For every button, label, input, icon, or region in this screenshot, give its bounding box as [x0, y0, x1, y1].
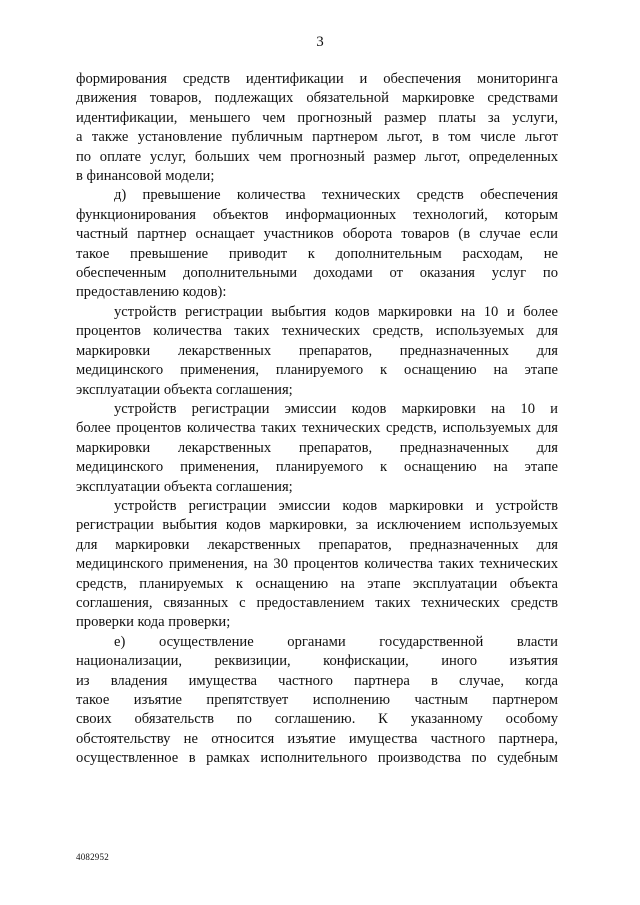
text-line: по оплате услуг, больших чем прогнозный размер льгот, определенных: [76, 148, 558, 165]
text-line: эксплуатации объекта соглашения;: [76, 478, 293, 495]
text-line: формирования средств идентификации и обеспечения мониторинга: [76, 71, 558, 87]
text-line: устройств регистрации выбытия кодов маркировки на 10 и более: [114, 303, 558, 320]
text-line: проверки кода проверки;: [76, 614, 231, 631]
text-line: соглашения, связанных с предоставлением таких технических средств: [76, 594, 558, 611]
text-line: идентификации, меньшего чем прогнозный размер платы за услуги,: [76, 109, 558, 126]
text-line: предоставлению кодов):: [76, 284, 227, 301]
text-line: движения товаров, подлежащих обязательной маркировке средствами: [76, 90, 558, 107]
text-line: осуществленное в рамках исполнительного производства по судебным: [76, 750, 558, 767]
text-line: маркировки лекарственных препаратов, предназначенных для: [76, 342, 558, 359]
text-line: регистрации выбытия кодов маркировки, за исключением используемых: [76, 517, 558, 534]
text-line: д) превышение количества технических средств обеспечения: [114, 187, 558, 204]
text-line: такое изъятие препятствует исполнению частным партнером: [76, 692, 558, 708]
text-line: из владения имущества частного партнера в случае, когда: [76, 672, 558, 689]
text-line: такое превышение приводит к дополнительным расходам, не: [76, 245, 558, 262]
text-line: медицинского применения, на 30 процентов количества таких технических: [76, 556, 558, 573]
text-line: процентов количества таких технических средств, используемых для: [76, 323, 558, 340]
text-line: обстоятельству не относится изъятие имущества частного партнера,: [76, 730, 558, 747]
text-line: своих обязательств по соглашению. К указанному особому: [76, 711, 558, 728]
text-line: частный партнер оснащает участников оборота товаров (в случае если: [76, 226, 558, 243]
text-line: для маркировки лекарственных препаратов, предназначенных для: [76, 536, 558, 553]
text-line: более процентов количества таких технических средств, используемых для: [76, 420, 558, 437]
text-line: е) осуществление органами государственной власти: [114, 633, 558, 650]
text-line: медицинского применения, планируемого к оснащению на этапе: [76, 459, 558, 476]
text-line: а также установление публичным партнером льгот, в том числе льгот: [76, 129, 558, 146]
text-line: маркировки лекарственных препаратов, предназначенных для: [76, 439, 558, 456]
text-line: эксплуатации объекта соглашения;: [76, 381, 293, 398]
document-code: 4082952: [76, 852, 109, 862]
text-line: устройств регистрации эмиссии кодов маркировки на 10 и: [114, 400, 558, 417]
text-line: функционирования объектов информационных технологий, которым: [76, 206, 558, 223]
text-line: национализации, реквизиции, конфискации, иного изъятия: [76, 653, 558, 670]
text-line: средств, планируемых к оснащению на этапе эксплуатации объекта: [76, 575, 558, 592]
text-line: медицинского применения, планируемого к оснащению на этапе: [76, 362, 558, 379]
text-line: обеспеченным дополнительными доходами от оказания услуг по: [76, 265, 558, 282]
text-line: в финансовой модели;: [76, 168, 215, 185]
text-line: устройств регистрации эмиссии кодов маркировки и устройств: [114, 497, 558, 514]
page-number: 3: [316, 34, 324, 50]
document-body: [76, 70, 558, 769]
